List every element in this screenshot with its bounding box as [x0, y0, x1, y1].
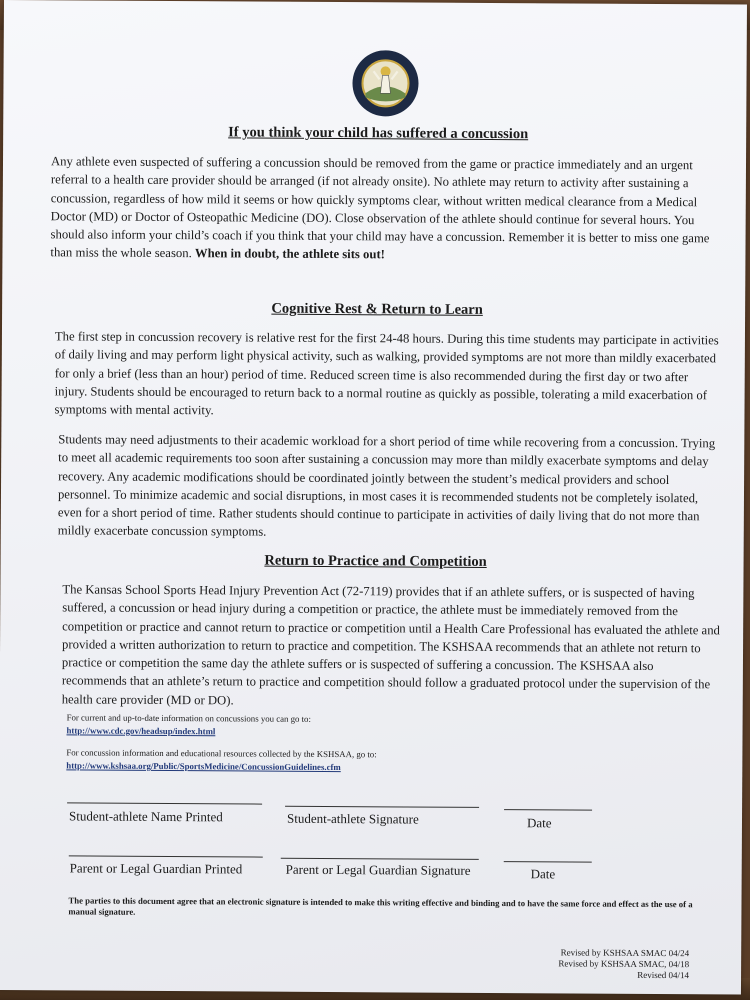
parent-signature-label: Parent or Legal Guardian Signature — [285, 861, 471, 878]
parent-name-label: Parent or Legal Guardian Printed — [69, 860, 243, 877]
return-to-practice-heading: Return to Practice and Competition — [264, 552, 487, 570]
date-line-1[interactable] — [504, 809, 592, 811]
student-name-label: Student-athlete Name Printed — [68, 808, 223, 825]
parent-signature-line[interactable] — [281, 858, 479, 860]
revision-line: Revised 04/14 — [637, 969, 690, 981]
student-name-line[interactable] — [67, 802, 262, 804]
concussion-bold-note: When in doubt, the athlete sits out! — [194, 246, 385, 262]
electronic-signature-notice: The parties to this document agree that an electronic signature is intended to make this writing effective and binding and to have the same force and effect as the use of a manual signature. — [68, 895, 693, 917]
cognitive-rest-paragraph-2: Students may need adjustments to their academic workload for a short period of time while recovering from a concussion. Trying to meet all academic requirements too soon after sustaining a concussion may more than mildly exacerbate symptoms and delay recovery. Any academic modifications should be coordinated jointly between the student’s medical providers and school personnel. To minimize academic and social disruptions, in most cases it is recommended students not be completely isolated, even for a short period of time. Rather students should continue to participate in activities of daily living that do not more than mildly exacerbate concussion symptoms. — [57, 432, 716, 540]
kshsaa-link[interactable]: http://www.kshsaa.org/Public/SportsMedicine/ConcussionGuidelines.cfm — [66, 760, 341, 773]
date-line-2[interactable] — [504, 861, 592, 863]
revision-history — [558, 947, 689, 981]
date-label-2: Date — [530, 866, 556, 882]
kshsaa-resource-text: For concussion information and educational resources collected by the KSHSAA, go to: — [66, 747, 377, 760]
revision-line: Revised by KSHSAA SMAC, 04/18 — [558, 958, 690, 970]
concussion-paragraph — [50, 152, 723, 266]
cdc-resource-text: For current and up-to-date information on concussions you can go to: — [66, 712, 311, 724]
parent-name-line[interactable] — [69, 855, 263, 857]
kshsaa-seal-logo — [351, 49, 419, 117]
date-label-1: Date — [526, 815, 552, 831]
cognitive-rest-paragraph-1: The first step in concussion recovery is relative rest for the first 24-48 hours. During this time students may participate in activities of daily living and may perform light physical activity, such as walking, provided symptoms are not more than mildly exacerbated for only a brief (less than an hour) period of time. Reduced screen time is also recommended during the first day or two after injury. Students should be encouraged to return back to a normal routine as quickly as possible, tolerating a mild exacerbation of symptoms with mental activity. — [54, 329, 719, 418]
cdc-link[interactable]: http://www.cdc.gov/headsup/index.html — [66, 725, 216, 737]
revision-line: Revised by KSHSAA SMAC 04/24 — [560, 947, 690, 959]
cognitive-rest-heading: Cognitive Rest & Return to Learn — [271, 300, 483, 318]
concussion-heading: If you think your child has suffered a concussion — [228, 124, 529, 143]
concussion-body: Any athlete even suspected of suffering a concussion should be removed from the game or practice immediately and an urgent referral to a health care provider should be arranged (if not already onsite). No athlete may return to activity after sustaining a concussion, regardless of how mild it seems or how quickly symptoms clear, without written medical clearance from a Medical Doctor (MD) or Doctor of Osteopathic Medicine (DO). Close observation of the athlete should continue for several hours. You should also inform your child’s coach if you think that your child may have a concussion. Remember it is better to miss one game than miss the whole season. — [50, 154, 710, 261]
student-signature-label: Student-athlete Signature — [286, 810, 419, 827]
return-to-practice-paragraph: The Kansas School Sports Head Injury Prevention Act (72-7119) provides that if an athlete suffers, or is suspected of having suffered, a concussion or head injury during a competition or practice, the athlete must be immediately removed from the competition or practice and cannot return to practice or competition until a Health Care Professional has evaluated the athlete and provided a written authorization to return to practice and competition. The KSHSAA recommends that an athlete not return to practice or competition the same day the athlete suffers or is suspected of suffering a concussion. The KSHSAA also recommends that an athlete’s return to practice and competition should follow a graduated protocol under the supervision of the health care provider (MD or DO). — [61, 582, 720, 708]
student-signature-line[interactable] — [285, 806, 479, 808]
